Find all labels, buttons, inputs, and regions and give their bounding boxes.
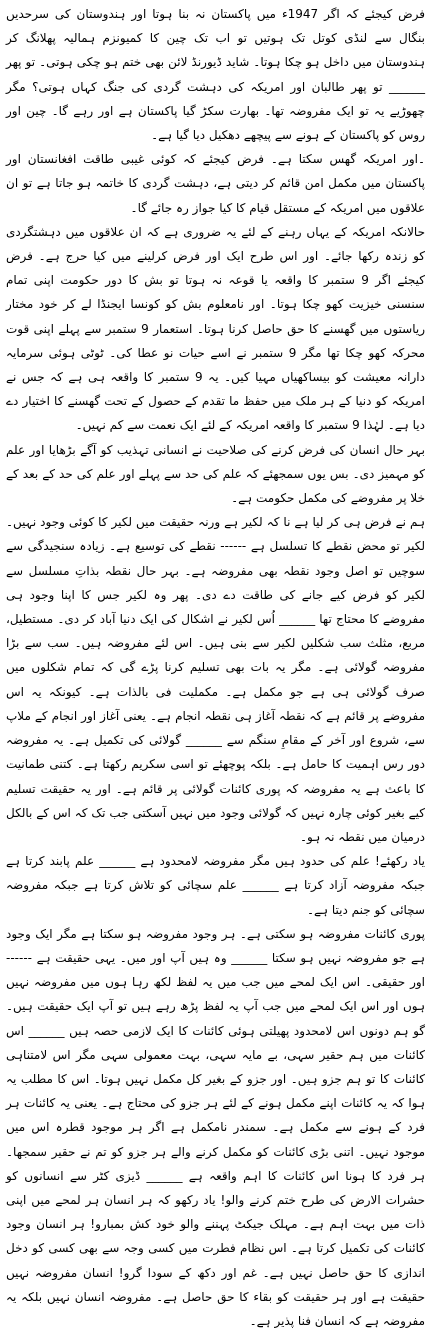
article-paragraph: حالانکہ امریکہ کے یہاں رہنے کے لئے یہ ضروری ہے کہ ان علاقوں میں دہشتگردی کو زندہ رکھا جائے۔ اور اس طرح ایک اور فرض کرلینے میں کیا حرج ہے۔ فرض کیجئے اگر 9 ستمبر کا واقعہ یا قوعہ نہ ہوتا تو بش کا دور حکومت اپنی تمام سنسنی خیزیت کھو چکا ہوتا۔ اور نامعلوم بش کو کونسا ایجنڈا لے کر خود مختار ریاستوں میں گھسنے کا حق حاصل کرنا ہوتا۔ استعمار 9 ستمبر سے پہلے اپنی قوت محرکہ کھو چکا تھا مگر 9 ستمبر نے اسے حیات نو عطا کی۔ ٹوٹی ہوئی سرمایہ دارانہ معیشت کو بیساکھیاں مہیا کیں۔ یہ 9 ستمبر کا واقعہ ہی ہے کہ جس نے امریکہ کو دنیا کے ہر ملک میں حفظ ما تقدم کے حصول کے تحت گھسنے کا اختیار دے دیا ہے۔ لہٰذا 9 ستمبر کا واقعہ امریکہ کے لئے ایک نعمت سے کم نہیں۔ — [6, 224, 426, 433]
article-paragraph: فرض کیجئے کہ اگر 1947ء میں پاکستان نہ بنا ہوتا اور ہندوستان کی سرحدیں بنگال سے لنڈی کوتل تک ہوتیں تو اب تک چین کا کمیونزم ہمالیہ پھلانگ کر ہندوستان میں داخل ہو چکا ہوتا۔ شاید ڈیورنڈ لائن بھی ختم ہو چکی ہوتی۔ تو پھر ______ تو پھر طالبان اور امریکہ کی دہشت گردی کی جنگ کہاں ہوتی؟ مگر چھوڑیے یہ تو ایک مفروضہ تھا۔ بھارت سکڑ گیا پاکستان ہے اور رہے گا۔ چین اور روس کو پاکستان کے ہونے سے پیچھے دھکیل دیا گیا ہے۔ — [6, 7, 425, 143]
article-paragraph: ۔اور امریکہ گھس سکتا ہے۔ فرض کیجئے کہ کوئی غیبی طاقت افغانستان اور پاکستان میں مکمل امن قائم کر دیتی ہے، دہشت گردی کا خاتمہ ہو جاتا ہے تو ان علاقوں میں امریکہ کے مستقل قیام کا کیا جواز رہ جائے گا۔ — [6, 152, 425, 215]
article-paragraph: یاد رکھئے! علم کی حدود ہیں مگر مفروضہ لامحدود ہے ______ علم پابند کرتا ہے جبکہ مفروضہ آزاد کرتا ہے ______ علم سچائی کو تلاش کرتا ہے جبکہ مفروضہ سچائی کو جنم دیتا ہے۔ — [6, 854, 425, 917]
article-paragraph: ہم نے فرض ہی کر لیا ہے نا کہ لکیر ہے ورنہ حقیقت میں لکیر کا کوئی وجود نہیں۔ لکیر تو محض نقطے کا تسلسل ہے ------ نقطے کی توسیع ہے۔ زیادہ سنجیدگی سے سوچیں تو اصل وجود نقطہ بھی مفروضہ ہے۔ بہر حال نقطہ بذاتِ مسلسل سے لکیر کو فرض کیے جانے کی طاقت دے دی۔ پھر وہ لکیر جس کا اپنا وجود ہی مفروضے کا محتاج تھا ______ اُس لکیر نے اشکال کی ایک دنیا آباد کر دی۔ مستطیل، مربع، مثلث سب شکلیں لکیر سے بنی ہیں۔ اس لئے مفروضہ ہیں۔ سب سے بڑا مفروضہ گولائی ہے۔ مگر یہ بات بھی تسلیم کرنا پڑے گی کہ تمام شکلوں میں صرف گولائی ہی ہے جو مکمل ہے۔ مکملیت فی بالذات ہے۔ کیونکہ یہ اس مفروضے پر قائم ہے کہ نقطہ آغاز ہی نقطہ انجام ہے۔ یعنی آغاز اور انجام کے ملاپ سے، شروع اور آخر کے مقامِ سنگم سے ______ گولائی کی تکمیل ہے۔ یہ مفروضہ دور رس اہمیت کا حامل ہے۔ بلکہ پوچھئے تو اسی سکریم رکھتا ہے۔ کتنی طمانیت کا باعث ہے یہ مفروضہ کہ پوری کائنات گولائی پر قائم ہے۔ اور یہ حقیقت تسلیم کیے بغیر کوئی چارہ نہیں کہ گولائی وجود میں نہیں آسکتی جب تک کہ اس کے بالکل درمیان میں نقطہ نہ ہو۔ — [6, 515, 425, 844]
article-paragraph: پوری کائنات مفروضہ ہو سکتی ہے۔ ہر وجود مفروضہ ہو سکتا ہے مگر ایک وجود ہے جو مفروضہ نہیں ہو سکتا ______ وہ ہیں آپ اور میں۔ یہی حقیقت ہے ------ اور حقیقی۔ اس ایک لمحے میں جب میں یہ لفظ لکھ رہا ہوں میں مفروضہ نہیں ہوں اور اس ایک لمحے میں جب آپ یہ لفظ پڑھ رہے ہیں تو آپ ایک حقیقت ہیں۔ گو ہم دونوں اس لامحدود پھیلتی ہوئی کائنات کا ایک لازمی حصہ ہیں ______ اس کائنات میں ہم حقیر سہی، بے مایہ سہی، بہت معمولی سہی مگر اس لامتناہی کائنات کا تو ہم جزو ہیں۔ اور جزو کے بغیر کل مکمل نہیں ہوتا۔ اس کا مطلب یہ ہوا کہ یہ کائنات اپنے مکمل ہونے کے لئے ہر جزو کی محتاج ہے۔ یعنی یہ کائنات ہر فرد کے ہونے سے مکمل ہے۔ سمندر نامکمل ہے اگر ہر موجود قطرہ اس میں موجود نہیں۔ اتنی بڑی کائنات کو مکمل کرنے والے ہر جزو کو تم نے حقیر سمجھا۔ ہر فرد کا ہونا اس کائنات کا اہم واقعہ ہے ______ ڈیزی کٹر سے انسانوں کو حشرات الارض کی طرح ختم کرنے والو! یاد رکھو کہ ہر انسان ہر لمحے میں اپنی ذات میں بہت اہم ہے۔ مہلک جیکٹ پہننے والو خود کش بمبارو! ہر انسان وجود کائنات کی تکمیل کرتا ہے۔ اس نظام فطرت میں کسی وجہ سے بھی کسی کو دخل اندازی کا حق حاصل نہیں ہے۔ غم اور دکھ کے سودا گرو! انسان مفروضہ نہیں حقیقت ہے اور ہر حقیقت کو بقاء کا حق حاصل ہے۔ مفروضہ انسان نہیں بلکہ یہ مفروضہ ہے کہ انسان فنا پذیر ہے۔ — [6, 926, 425, 1328]
article-paragraph: بہر حال انسان کی فرض کرنے کی صلاحیت نے انسانی تہذیب کو آگے بڑھایا اور علم کو مہمیز دی۔ بس یوں سمجھئے کہ علم کی حد سے پہلے اور علم کی حد کے بعد کے خلا پر مفروضے کی مکمل حکومت ہے۔ — [6, 442, 425, 506]
